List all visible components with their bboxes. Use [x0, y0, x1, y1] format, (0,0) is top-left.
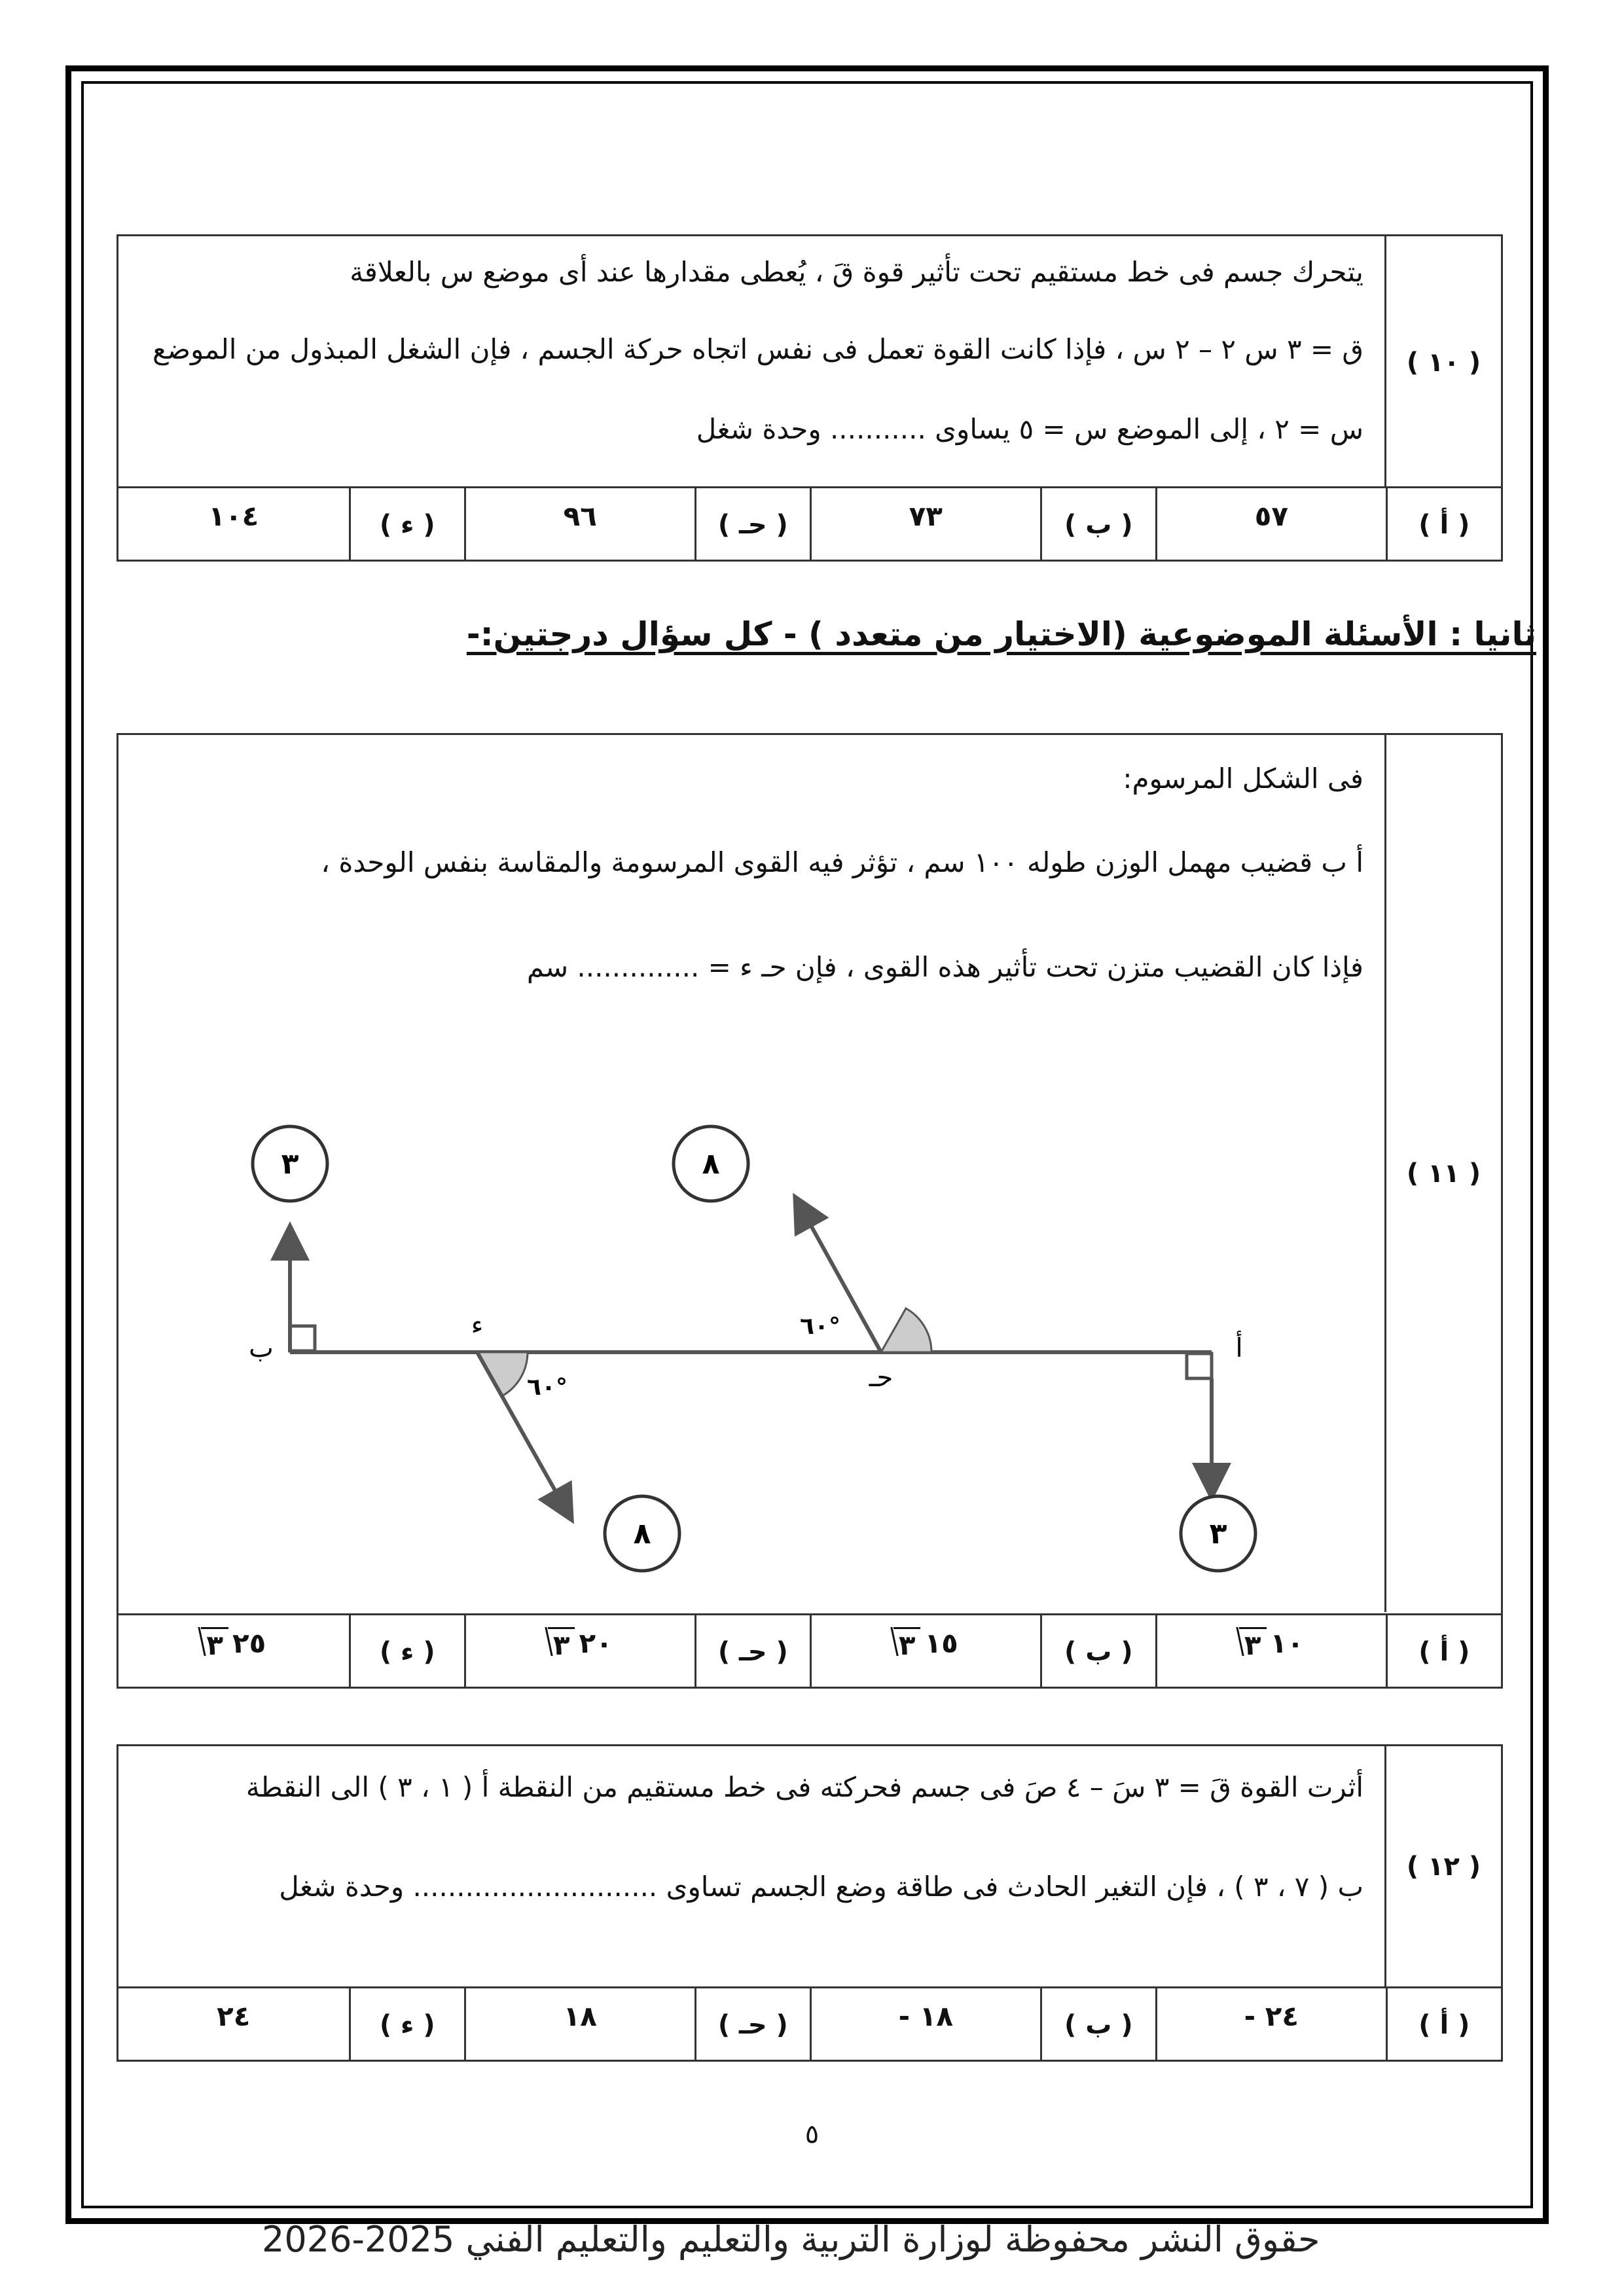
question-number: ( ١١ ): [1384, 735, 1501, 1612]
option-label-b[interactable]: ( ب ): [1040, 488, 1155, 562]
option-value-b[interactable]: ٧٣: [810, 488, 1040, 562]
question-text-line3: س = ٢ ، إلى الموضع س = ٥ يساوى ........... وحدة شغل: [696, 413, 1363, 445]
force-value-b: ٣: [281, 1147, 299, 1181]
option-value-d[interactable]: ١٠٤: [208, 500, 259, 532]
sqrt-icon: ٣: [548, 1627, 575, 1661]
option-value-a[interactable]: ٢٤ -: [1155, 1988, 1386, 2062]
copyright-footer: حقوق النشر محفوظة لوزارة التربية والتعليم والتعليم الفني 2025-2026: [262, 2219, 1320, 2260]
option-value-d[interactable]: ٢٤: [217, 2000, 251, 2032]
option-value-c[interactable]: [464, 1615, 695, 1689]
force-value-d: ٨: [633, 1517, 651, 1551]
question-text-line2: ق = ٣ س ٢ – ٢ س ، فإذا كانت القوة تعمل فى نفس اتجاه حركة الجسم ، فإن الشغل المبذول من الموضع: [152, 333, 1363, 365]
angle-arc-c: [881, 1308, 931, 1352]
question-text-line1: يتحرك جسم فى خط مستقيم تحت تأثير قوة قَ ، يُعطى مقدارها عند أى موضع س بالعلاقة: [350, 256, 1363, 288]
option-label-d[interactable]: ( ء ): [349, 1988, 464, 2062]
sqrt-icon: ٣: [893, 1627, 921, 1661]
option-label-c[interactable]: ( حـ ): [695, 1615, 810, 1689]
options-row: [118, 1613, 1501, 1689]
option-value-b[interactable]: [810, 1615, 1040, 1689]
option-label-c[interactable]: ( حـ ): [695, 1988, 810, 2062]
option-label-a[interactable]: ( أ ): [1386, 488, 1501, 562]
right-angle-mark-a: [1187, 1354, 1212, 1378]
option-value-d[interactable]: [118, 1615, 349, 1689]
point-label-a: أ: [1235, 1333, 1243, 1363]
angle-label-c: ٦٠°: [800, 1313, 840, 1340]
option-coefficient: ٢٥: [232, 1627, 266, 1659]
angle-arc-d: [477, 1352, 528, 1396]
option-label-d[interactable]: ( ء ): [349, 488, 464, 562]
sqrt-icon: ٣: [201, 1627, 228, 1661]
question-number: ( ١٢ ): [1384, 1746, 1501, 1986]
page-number: ٥: [804, 2119, 820, 2149]
question-11: [117, 733, 1503, 1689]
question-text-line1: أثرت القوة قَ = ٣ سَ – ٤ صَ فى جسم فحركته فى خط مستقيم من النقطة أ ( ١ ، ٣ ) الى النقطة: [245, 1771, 1363, 1803]
question-text-line2: أ ب قضيب مهمل الوزن طوله ١٠٠ سم ، تؤثر فيه القوى المرسومة والمقاسة بنفس الوحدة ،: [321, 846, 1363, 878]
question-12: [117, 1744, 1503, 2062]
section-title: ثانيا : الأسئلة الموضوعية (الاختيار من متعدد ) - كل سؤال درجتين:-: [466, 615, 1536, 653]
option-label-d[interactable]: ( ء ): [349, 1615, 464, 1689]
option-coefficient: ١٥: [924, 1627, 958, 1659]
option-coefficient: ١٠: [1270, 1627, 1304, 1659]
option-value-b[interactable]: ١٨ -: [810, 1988, 1040, 2062]
question-text-line2: ب ( ٧ ، ٣ ) ، فإن التغير الحادث فى طاقة وضع الجسم تساوى ............................ وحدة شغل: [279, 1871, 1363, 1903]
right-angle-mark-b: [290, 1326, 315, 1351]
option-value-c[interactable]: ٩٦: [464, 488, 695, 562]
option-coefficient: ٢٠: [579, 1627, 613, 1659]
force-value-a: ٣: [1209, 1517, 1227, 1551]
option-value-c[interactable]: ١٨: [464, 1988, 695, 2062]
question-10: [117, 234, 1503, 562]
option-label-b[interactable]: ( ب ): [1040, 1615, 1155, 1689]
point-label-d: ء: [471, 1310, 484, 1340]
force-diagram: [118, 735, 1388, 1612]
option-label-b[interactable]: ( ب ): [1040, 1988, 1155, 2062]
option-label-a[interactable]: ( أ ): [1386, 1615, 1501, 1689]
point-label-b: ب: [249, 1333, 274, 1363]
option-label-c[interactable]: ( حـ ): [695, 488, 810, 562]
sqrt-icon: ٣: [1239, 1627, 1267, 1661]
question-number: ( ١٠ ): [1384, 236, 1501, 488]
option-value-a[interactable]: ٥٧: [1155, 488, 1386, 562]
question-text-line3: فإذا كان القضيب متزن تحت تأثير هذه القوى ، فإن حـ ء = .............. سم: [526, 951, 1363, 983]
angle-label-d: ٦٠°: [527, 1374, 568, 1401]
option-label-a[interactable]: ( أ ): [1386, 1988, 1501, 2062]
question-text-line1: فى الشكل المرسوم:: [1123, 762, 1363, 795]
point-label-c: حـ: [869, 1363, 893, 1393]
force-value-c: ٨: [702, 1147, 720, 1181]
option-value-a[interactable]: [1155, 1615, 1386, 1689]
options-row: [118, 1986, 1501, 2062]
options-row: [118, 486, 1501, 562]
